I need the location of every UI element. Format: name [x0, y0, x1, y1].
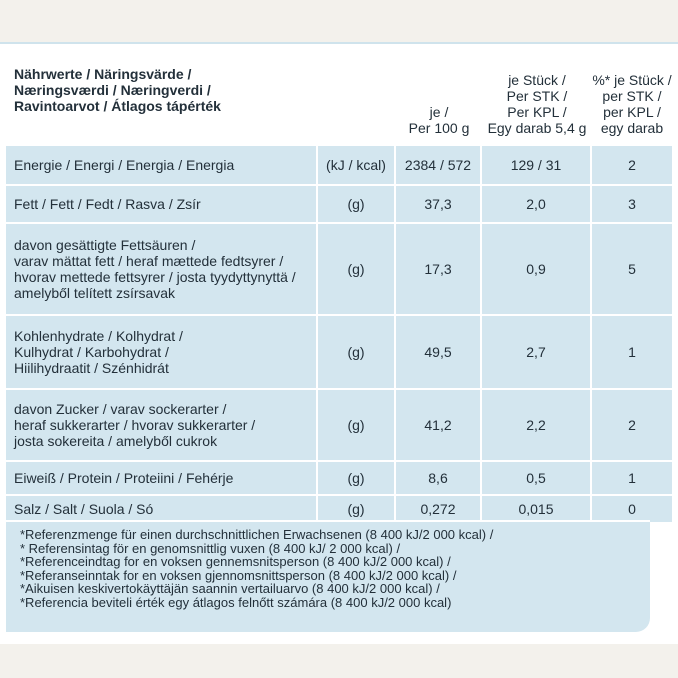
- row-percent: 1: [628, 344, 636, 360]
- row-unit: (g): [318, 462, 396, 494]
- row-per100: 49,5: [396, 316, 482, 388]
- footnote: *Referanseinntak for en voksen gjennomsnittsperson (8 400 kJ/2 000 kcal) /: [20, 567, 457, 583]
- table-row: [6, 314, 672, 388]
- footnote: *Aikuisen keskivertokäyttäjän saannin vertailuarvo (8 400 kJ/2 000 kcal) /: [20, 581, 440, 597]
- row-name: Fett / Fett / Fedt / Rasva / Zsír: [6, 186, 318, 222]
- header-title: Nährwerte / Näringsvärde / Næringsværdi / Næringverdi / Ravintoarvot / Átlagos tápérték: [14, 66, 221, 114]
- header-per100: je / Per 100 g: [408, 104, 470, 136]
- table-row: [6, 388, 672, 460]
- footnote: *Referenzmenge für einen durchschnittlichen Erwachsenen (8 400 kJ/2 000 kcal) /: [20, 527, 494, 542]
- table-row: [6, 144, 672, 184]
- row-name: Kohlenhydrate / Kolhydrat / Kulhydrat / Karbohydrat / Hiilihydraatit / Szénhidrát: [6, 316, 318, 388]
- row-unit: (g): [318, 316, 396, 388]
- row-per100: 8,6: [396, 462, 482, 494]
- row-per100: 41,2: [396, 390, 482, 460]
- row-name: Salz / Salt / Suola / Só: [6, 496, 318, 522]
- table-row: [6, 494, 672, 522]
- row-per100: 17,3: [396, 224, 482, 314]
- row-percent: 1: [628, 470, 636, 486]
- row-unit: (g): [318, 390, 396, 460]
- row-per-piece: 2,7: [482, 316, 592, 388]
- footnote: * Referensintag för en genomsnittlig vuxen (8 400 kJ/ 2 000 kcal) /: [20, 540, 401, 556]
- table-row: [6, 222, 672, 314]
- row-per-piece: 2,0: [482, 186, 592, 222]
- row-per-piece: 0,015: [482, 496, 592, 522]
- row-per100: 37,3: [396, 186, 482, 222]
- row-name: davon gesättigte Fettsäuren / varav mättat fett / heraf mættede fedtsyrer / hvorav mettede fettsyrer / josta tyydyttynyttä / amelyből telített zsírsavak: [6, 224, 318, 314]
- table-row: [6, 184, 672, 222]
- row-unit: (g): [318, 496, 396, 522]
- footnote: *Referenceindtag for en voksen gennemsnitsperson (8 400 kJ/2 000 kcal) /: [20, 554, 451, 570]
- row-per100: 0,272: [396, 496, 482, 522]
- row-percent: 0: [628, 501, 636, 517]
- header-per-piece: je Stück / Per STK / Per KPL / Egy darab 5,4 g: [487, 72, 587, 136]
- footnote: *Referencia beviteli érték egy átlagos felnőtt számára (8 400 kJ/2 000 kcal): [20, 594, 452, 610]
- table-row: [6, 460, 672, 494]
- row-per-piece: 129 / 31: [482, 146, 592, 184]
- header-percent: %* je Stück / per STK / per KPL / egy darab: [592, 72, 672, 136]
- row-name: Eiweiß / Protein / Proteiini / Fehérje: [6, 462, 318, 494]
- row-per100: 2384 / 572: [396, 146, 482, 184]
- row-percent: 3: [628, 196, 636, 212]
- row-name: Energie / Energi / Energia / Energia: [6, 146, 318, 184]
- row-per-piece: 0,9: [482, 224, 592, 314]
- row-name: davon Zucker / varav sockerarter / heraf sukkerarter / hvorav sukkerarter / josta sokereita / amelyből cukrok: [6, 390, 318, 460]
- row-unit: (kJ / kcal): [318, 146, 396, 184]
- row-unit: (g): [318, 224, 396, 314]
- row-percent: 5: [628, 261, 636, 277]
- row-percent: 2: [628, 417, 636, 433]
- table-header: [6, 46, 672, 144]
- row-per-piece: 2,2: [482, 390, 592, 460]
- row-percent: 2: [628, 157, 636, 173]
- row-per-piece: 0,5: [482, 462, 592, 494]
- footnotes: [6, 520, 650, 632]
- row-unit: (g): [318, 186, 396, 222]
